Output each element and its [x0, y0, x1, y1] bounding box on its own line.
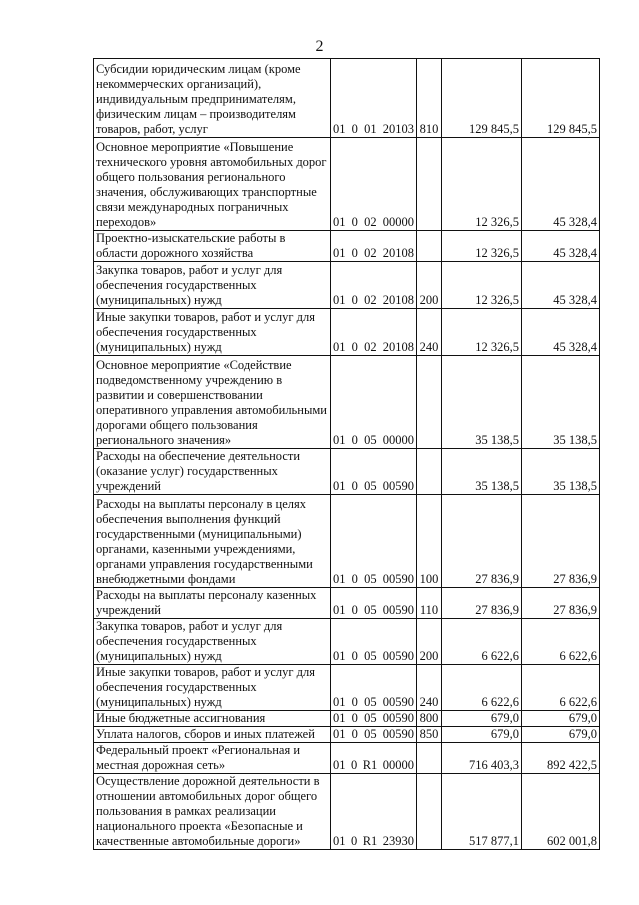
code-part: 01: [333, 649, 346, 663]
table-row: [94, 774, 600, 850]
expense-name-cell: Расходы на обеспечение деятельности (оказание услуг) государственных учреждений: [94, 449, 331, 495]
amount-year-1-cell: 12 326,5: [442, 138, 522, 231]
amount-year-2-cell: 27 836,9: [522, 495, 600, 588]
table-row: [94, 743, 600, 774]
table-row: [94, 262, 600, 309]
table-row: [94, 356, 600, 449]
code-part: 0: [351, 340, 358, 354]
code-part: 02: [364, 215, 377, 229]
code-part: 20108: [382, 246, 414, 260]
code-part: 00590: [382, 603, 414, 617]
code-part: 20108: [382, 293, 414, 307]
amount-year-1-cell: 12 326,5: [442, 231, 522, 262]
expense-type-cell: [417, 774, 442, 850]
amount-year-1-cell: 716 403,3: [442, 743, 522, 774]
code-part: 01: [333, 603, 346, 617]
amount-year-1-cell: 12 326,5: [442, 309, 522, 356]
code-part: 0: [351, 215, 358, 229]
code-part: 0: [351, 711, 358, 725]
expense-type-cell: [417, 138, 442, 231]
code-part: 05: [364, 479, 377, 493]
target-article-code-cell: [331, 711, 417, 727]
amount-year-1-cell: 679,0: [442, 711, 522, 727]
expense-name-cell: Иные закупки товаров, работ и услуг для обеспечения государственных (муниципальных) нужд: [94, 665, 331, 711]
code-part: 00000: [382, 215, 414, 229]
code-part: 00590: [382, 649, 414, 663]
code-part: 0: [351, 572, 358, 586]
amount-year-2-cell: 45 328,4: [522, 309, 600, 356]
target-article-code-cell: [331, 588, 417, 619]
code-part: 01: [333, 695, 346, 709]
amount-year-1-cell: 35 138,5: [442, 356, 522, 449]
code-part: 0: [350, 758, 358, 772]
code-part: 05: [364, 649, 377, 663]
target-article-code-cell: [331, 356, 417, 449]
target-article-code-cell: [331, 138, 417, 231]
code-part: 20108: [382, 340, 414, 354]
code-part: 00590: [382, 727, 414, 741]
code-part: 00000: [382, 433, 414, 447]
code-part: 01: [333, 215, 346, 229]
budget-table-body: [94, 59, 600, 850]
table-row: [94, 309, 600, 356]
code-part: 05: [364, 711, 377, 725]
code-part: 01: [333, 293, 346, 307]
amount-year-1-cell: 27 836,9: [442, 588, 522, 619]
expense-name-cell: Закупка товаров, работ и услуг для обеспечения государственных (муниципальных) нужд: [94, 619, 331, 665]
code-part: 0: [351, 122, 358, 136]
code-part: 02: [364, 293, 377, 307]
amount-year-2-cell: 6 622,6: [522, 665, 600, 711]
expense-type-cell: [417, 356, 442, 449]
table-row: [94, 231, 600, 262]
expense-type-cell: 110: [417, 588, 442, 619]
expense-name-cell: Иные закупки товаров, работ и услуг для обеспечения государственных (муниципальных) нужд: [94, 309, 331, 356]
code-part: 05: [364, 433, 377, 447]
code-part: 02: [364, 246, 377, 260]
target-article-code-cell: [331, 743, 417, 774]
expense-type-cell: 850: [417, 727, 442, 743]
target-article-code-cell: [331, 727, 417, 743]
expense-name-cell: Расходы на выплаты персоналу в целях обеспечения выполнения функций государственными (муниципальными) органами, казенными учреждениями, органами управления государственными внебюджетными фондами: [94, 495, 331, 588]
expense-type-cell: 800: [417, 711, 442, 727]
code-part: 05: [364, 727, 377, 741]
code-part: 01: [333, 246, 346, 260]
amount-year-2-cell: 602 001,8: [522, 774, 600, 850]
code-part: 0: [351, 603, 358, 617]
code-part: 00590: [382, 479, 414, 493]
expense-name-cell: Закупка товаров, работ и услуг для обеспечения государственных (муниципальных) нужд: [94, 262, 331, 309]
amount-year-1-cell: 27 836,9: [442, 495, 522, 588]
amount-year-2-cell: 27 836,9: [522, 588, 600, 619]
amount-year-1-cell: 517 877,1: [442, 774, 522, 850]
code-part: 23930: [382, 834, 414, 848]
target-article-code-cell: [331, 262, 417, 309]
code-part: 0: [351, 727, 358, 741]
target-article-code-cell: [331, 309, 417, 356]
amount-year-1-cell: 35 138,5: [442, 449, 522, 495]
code-part: R1: [362, 758, 378, 772]
target-article-code-cell: [331, 495, 417, 588]
table-row: [94, 665, 600, 711]
code-part: 00590: [382, 572, 414, 586]
code-part: 05: [364, 572, 377, 586]
code-part: 02: [364, 340, 377, 354]
code-part: 0: [351, 433, 358, 447]
code-part: 0: [351, 479, 358, 493]
code-part: R1: [362, 834, 378, 848]
code-part: 01: [333, 433, 346, 447]
code-part: 01: [333, 572, 346, 586]
code-part: 0: [351, 293, 358, 307]
expense-type-cell: [417, 231, 442, 262]
expense-type-cell: 200: [417, 619, 442, 665]
expense-name-cell: Федеральный проект «Региональная и местная дорожная сеть»: [94, 743, 331, 774]
expense-name-cell: Уплата налогов, сборов и иных платежей: [94, 727, 331, 743]
expense-type-cell: 200: [417, 262, 442, 309]
target-article-code-cell: [331, 665, 417, 711]
code-part: 01: [333, 711, 346, 725]
expense-name-cell: Расходы на выплаты персоналу казенных учреждений: [94, 588, 331, 619]
target-article-code-cell: [331, 774, 417, 850]
table-row: [94, 138, 600, 231]
code-part: 01: [333, 727, 346, 741]
code-part: 01: [333, 122, 346, 136]
code-part: 01: [333, 834, 346, 848]
expense-name-cell: Осуществление дорожной деятельности в отношении автомобильных дорог общего пользования в рамках реализации национального проекта «Безопасные и качественные автомобильные дороги»: [94, 774, 331, 850]
code-part: 01: [333, 758, 346, 772]
amount-year-2-cell: 35 138,5: [522, 356, 600, 449]
amount-year-2-cell: 35 138,5: [522, 449, 600, 495]
table-row: [94, 711, 600, 727]
amount-year-2-cell: 45 328,4: [522, 138, 600, 231]
amount-year-2-cell: 129 845,5: [522, 59, 600, 138]
amount-year-2-cell: 6 622,6: [522, 619, 600, 665]
code-part: 0: [351, 695, 358, 709]
table-row: [94, 727, 600, 743]
expense-type-cell: [417, 449, 442, 495]
amount-year-2-cell: 679,0: [522, 727, 600, 743]
code-part: 0: [351, 649, 358, 663]
amount-year-2-cell: 45 328,4: [522, 262, 600, 309]
expense-type-cell: 810: [417, 59, 442, 138]
target-article-code-cell: [331, 231, 417, 262]
amount-year-1-cell: 6 622,6: [442, 619, 522, 665]
code-part: 01: [333, 479, 346, 493]
expense-name-cell: Субсидии юридическим лицам (кроме некоммерческих организаций), индивидуальным предпринимателям, физическим лицам – производителям товаров, работ, услуг: [94, 59, 331, 138]
amount-year-1-cell: 6 622,6: [442, 665, 522, 711]
expense-type-cell: 240: [417, 309, 442, 356]
page-number: 2: [315, 38, 324, 55]
amount-year-1-cell: 129 845,5: [442, 59, 522, 138]
target-article-code-cell: [331, 619, 417, 665]
expense-type-cell: 240: [417, 665, 442, 711]
target-article-code-cell: [331, 59, 417, 138]
expense-type-cell: [417, 743, 442, 774]
table-row: [94, 619, 600, 665]
code-part: 05: [364, 695, 377, 709]
expense-name-cell: Иные бюджетные ассигнования: [94, 711, 331, 727]
amount-year-2-cell: 679,0: [522, 711, 600, 727]
code-part: 0: [351, 246, 358, 260]
expense-type-cell: 100: [417, 495, 442, 588]
expense-name-cell: Основное мероприятие «Повышение технического уровня автомобильных дорог общего пользования регионального значения, обслуживающих транспортные связи международных пограничных переходов»: [94, 138, 331, 231]
code-part: 0: [350, 834, 358, 848]
table-row: [94, 449, 600, 495]
target-article-code-cell: [331, 449, 417, 495]
amount-year-1-cell: 12 326,5: [442, 262, 522, 309]
expense-name-cell: Проектно-изыскательские работы в области дорожного хозяйства: [94, 231, 331, 262]
expense-name-cell: Основное мероприятие «Содействие подведомственному учреждению в развитии и совершенствовании оперативного управления автомобильными дорогами общего пользования регионального значения»: [94, 356, 331, 449]
code-part: 20103: [382, 122, 414, 136]
budget-table: [93, 58, 600, 850]
code-part: 00000: [382, 758, 414, 772]
code-part: 00590: [382, 695, 414, 709]
table-row: [94, 495, 600, 588]
code-part: 05: [364, 603, 377, 617]
table-row: [94, 59, 600, 138]
amount-year-1-cell: 679,0: [442, 727, 522, 743]
amount-year-2-cell: 45 328,4: [522, 231, 600, 262]
code-part: 00590: [382, 711, 414, 725]
code-part: 01: [333, 340, 346, 354]
code-part: 01: [364, 122, 377, 136]
amount-year-2-cell: 892 422,5: [522, 743, 600, 774]
table-row: [94, 588, 600, 619]
